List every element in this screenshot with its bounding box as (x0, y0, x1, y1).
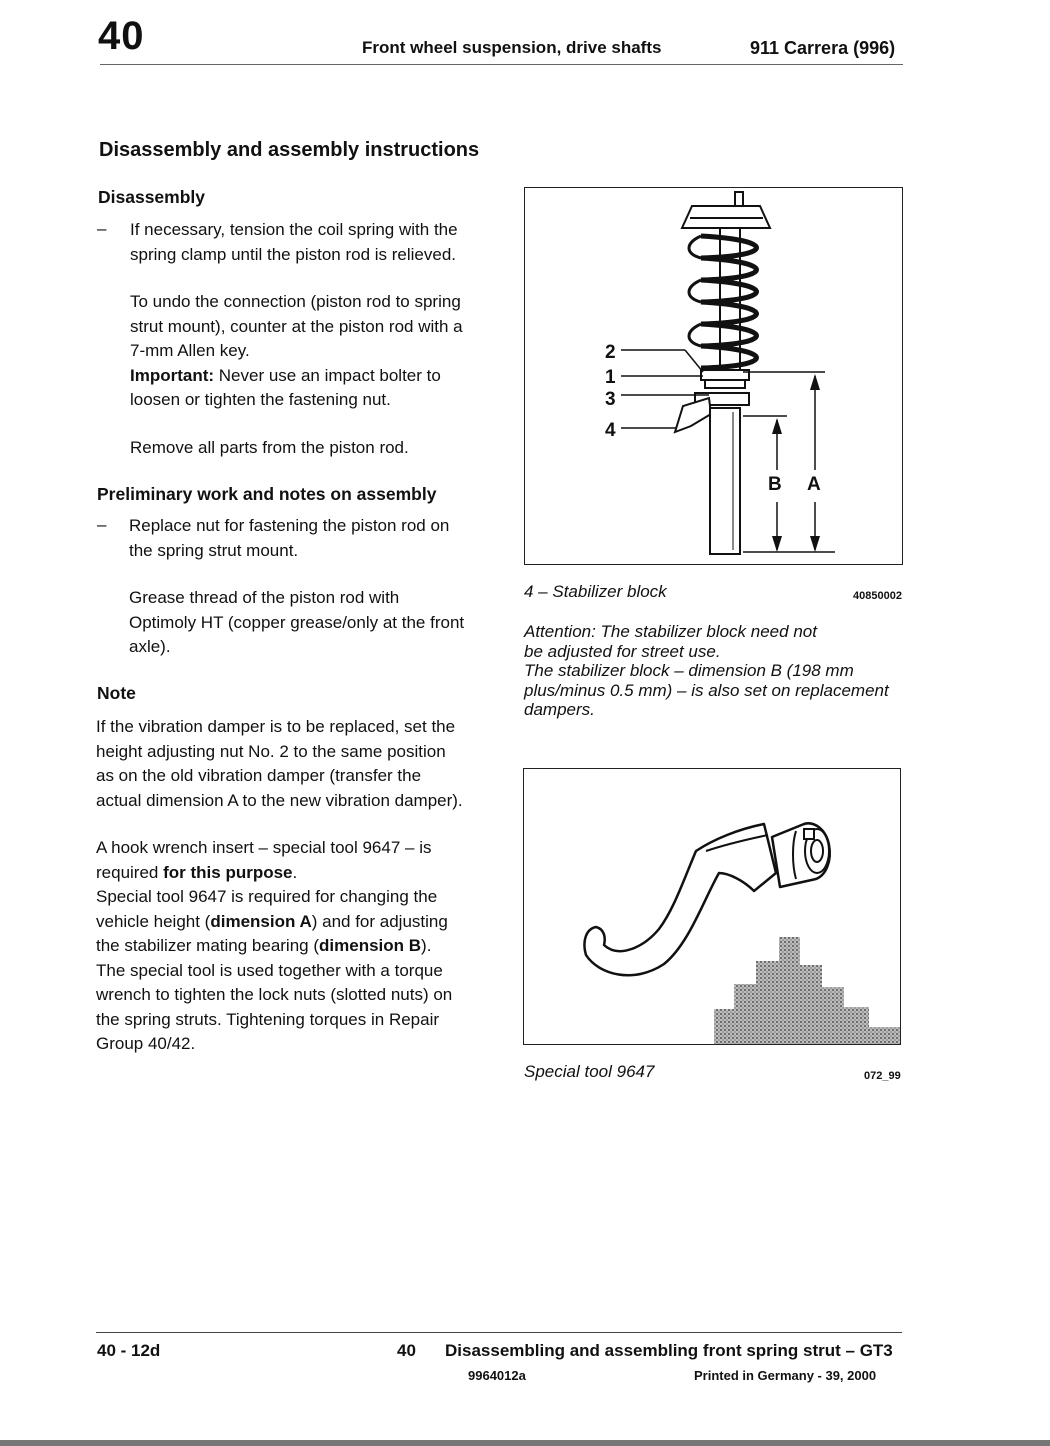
header-rule (100, 64, 903, 65)
page-bottom-edge (0, 1440, 1050, 1446)
hook-wrench-figure (523, 768, 901, 1045)
callout-label-2: 2 (605, 342, 616, 363)
disassembly-heading: Disassembly (98, 187, 206, 207)
preliminary-paragraph: Grease thread of the piston rod with Optimoly HT (copper grease/only at the front axle). (129, 588, 465, 656)
figure1-caption: 4 – Stabilizer block (524, 582, 667, 601)
page-heading: Disassembly and assembly instructions (99, 139, 480, 161)
callout-label-1: 1 (605, 367, 616, 388)
footer-title: Disassembling and assembling front spring strut – GT3 (445, 1341, 893, 1360)
footer-page-number: 40 - 12d (97, 1341, 161, 1360)
note-paragraph-1: If the vibration damper is to be replaced, set the height adjusting nut No. 2 to the same position as on the old vibration damper (transfer the actual dimension A to the new vibration damper). (96, 717, 463, 810)
footer-rule (96, 1332, 902, 1333)
hook-wrench-drawing (524, 769, 900, 1044)
footer-group-number: 40 (397, 1341, 416, 1360)
note-heading: Note (97, 683, 136, 703)
disassembly-paragraph-1: To undo the connection (piston rod to spring strut mount), counter at the piston rod with a 7-mm Allen key. Important: Never use an impact bolter to loosen or tighten the fastening nut. (130, 292, 463, 409)
dimension-a-label: A (807, 474, 821, 495)
preliminary-step-1: Replace nut for fastening the piston rod on the spring strut mount. (129, 516, 450, 560)
callout-label-3: 3 (605, 389, 616, 410)
spring-strut-drawing (525, 188, 902, 564)
preliminary-heading: Preliminary work and notes on assembly (97, 484, 437, 504)
header-model: 911 Carrera (996) (750, 38, 896, 58)
list-dash: – (97, 219, 107, 238)
attention-note: Attention: The stabilizer block need not be adjusted for street use. The stabilizer block – dimension B (198 mm plus/minus 0.5 mm) – is also set on replacement dampers. (524, 622, 889, 719)
dimension-b-label: B (768, 474, 782, 495)
list-dash: – (97, 515, 107, 534)
spring-strut-figure (524, 187, 903, 565)
important-label: Important: (130, 365, 215, 385)
chapter-number: 40 (98, 14, 145, 58)
callout-label-4: 4 (605, 420, 616, 441)
header-section-title: Front wheel suspension, drive shafts (362, 38, 662, 57)
figure2-caption: Special tool 9647 (524, 1062, 655, 1081)
disassembly-paragraph-2: Remove all parts from the piston rod. (130, 438, 409, 457)
figure1-number: 40850002 (853, 590, 902, 602)
figure2-number: 072_99 (864, 1070, 901, 1082)
footer-print-info: Printed in Germany - 39, 2000 (694, 1368, 877, 1383)
disassembly-step-1: If necessary, tension the coil spring with the spring clamp until the piston rod is relieved. (130, 220, 458, 264)
footer-doc-code: 9964012a (468, 1368, 526, 1383)
note-paragraph-2: A hook wrench insert – special tool 9647 – is required for this purpose. Special tool 9647 is required for changing the vehicle height (dimension A) and for adjusting the stabilizer mating bearing (dimension B). The special tool is used together with a torque wrench to tighten the lock nuts (slotted nuts) on the spring struts. Tightening torques in Repair Group 40/42. (96, 838, 453, 1053)
